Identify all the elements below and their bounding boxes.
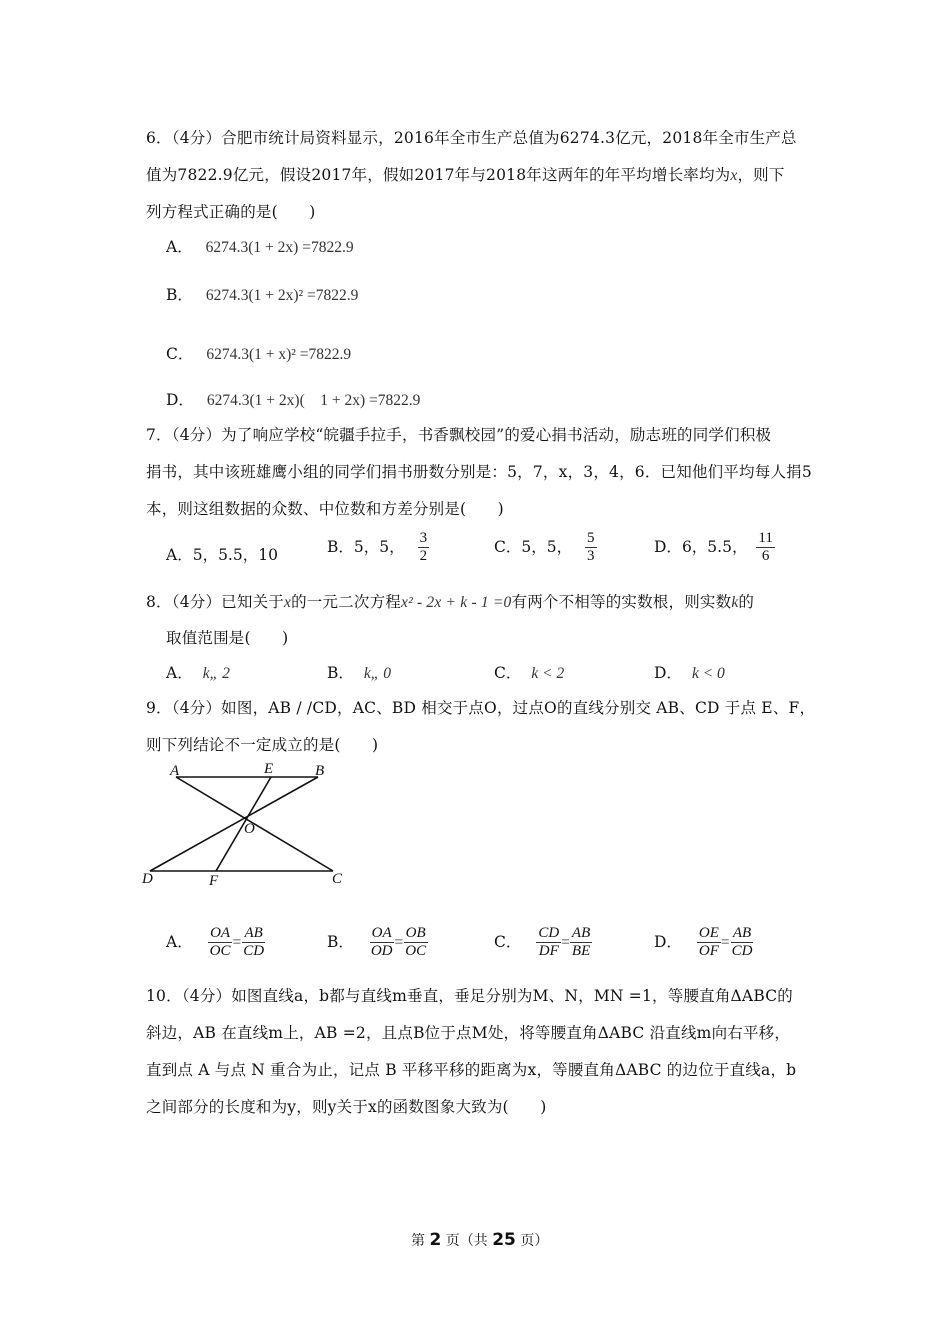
q10-line3: 直到点 A 与点 N 重合为止，记点 B 平移平移的距离为x，等腰直角ΔABC 的边位于直线a，b [146, 1061, 797, 1079]
option-expr: k < 0 [691, 665, 725, 682]
fraction-left: $\frac{OA}{OD}$ [370, 925, 393, 960]
q8-text-a: 8．（4分）已知关于 [146, 593, 284, 611]
q8-option-d[interactable] [654, 661, 725, 683]
fraction: $\frac{3}{2}$ [419, 530, 428, 565]
q7-line3: 本，则这组数据的众数、中位数和方差分别是( ) [146, 500, 504, 518]
q9-line1: 9．（4分）如图，AB / /CD，AC、BD 相交于点O，过点O的直线分别交 AB、CD 于点 E、F， [146, 699, 816, 717]
label-a: A [170, 763, 180, 779]
q6-var-x: x [730, 167, 738, 184]
q6-option-d[interactable] [166, 388, 420, 410]
q8-equation: x² - 2x + k - 1 =0 [400, 594, 512, 611]
q7-line2: 捐书，其中该班雄鹰小组的同学们捐书册数分别是：5，7，x，3，4，6．已知他们平均每人捐5 [146, 463, 812, 481]
q8-var-x: x [283, 594, 292, 611]
q8-text-d: 的 [738, 593, 755, 611]
page-total: 25 [492, 1230, 516, 1250]
option-label: A． [166, 238, 193, 256]
q6-line2-text: 值为7822.9亿元，假设2017年，假如2017年与2018年这两年的年平均增长率均为 [146, 166, 731, 184]
q8-text-b: 的一元二次方程 [291, 593, 401, 611]
option-expr: k„ 0 [363, 665, 392, 682]
q8-text-c: 有两个不相等的实数根，则实数 [511, 593, 732, 611]
fraction-right: $\frac{AB}{BE}$ [571, 925, 591, 960]
q8-option-a[interactable] [166, 661, 230, 683]
option-text: 6，5.5， [681, 537, 748, 556]
q6-line3: 列方程式正确的是( ) [146, 203, 316, 221]
q9-option-d[interactable]: D． $\frac{OE}{OF}$ = $\frac{AB}{CD}$ [654, 925, 753, 960]
option-label: A． [166, 546, 193, 564]
q10-line2: 斜边，AB 在直线m上，AB =2，且点B位于点M处，将等腰直角ΔABC 沿直线m向右平移， [146, 1024, 791, 1042]
q8-option-b[interactable] [327, 661, 391, 683]
q10-line4: 之间部分的长度和为y，则y关于x的函数图象大致为( ) [146, 1098, 547, 1116]
q10-line1: 10．（4分）如图直线a，b都与直线m垂直，垂足分别为M、N，MN =1，等腰直角ΔABC的 [146, 987, 793, 1005]
q7-line1: 7．（4分）为了响应学校“皖疆手拉手，书香飘校园”的爱心捐书活动，励志班的同学们积极 [146, 426, 772, 444]
label-b: B [315, 763, 325, 779]
q8-option-c[interactable] [494, 661, 564, 683]
fraction-left: $\frac{CD}{DF}$ [538, 925, 560, 960]
q8-var-k: k [731, 594, 739, 611]
fraction-left: $\frac{OE}{OF}$ [698, 925, 719, 960]
option-expr: 6274.3(1 + 2x) =7822.9 [205, 239, 354, 256]
fraction-left: $\frac{OA}{OC}$ [209, 925, 231, 960]
segment-bd [150, 777, 318, 871]
label-o: O [244, 821, 255, 837]
q8-line1 [146, 590, 754, 612]
option-label: B． [327, 664, 354, 682]
option-label: C． [166, 345, 194, 363]
q9-option-a[interactable]: A． $\frac{OA}{OC}$ = $\frac{AB}{CD}$ [166, 925, 265, 960]
q9-line2: 则下列结论不一定成立的是( ) [146, 736, 379, 754]
fraction: $\frac{11}{6}$ [758, 530, 773, 565]
option-text: 5，5， [521, 537, 573, 556]
fraction-right: $\frac{OB}{OC}$ [405, 925, 427, 960]
option-label: D． [654, 932, 682, 951]
q9-option-b[interactable]: B． $\frac{OA}{OD}$ = $\frac{OB}{OC}$ [327, 925, 427, 960]
label-d: D [142, 871, 153, 887]
fraction: $\frac{5}{3}$ [587, 530, 595, 565]
q6-option-b[interactable] [166, 283, 358, 305]
option-text: 5，5， [353, 537, 405, 556]
option-label: B． [327, 932, 354, 951]
label-c: C [332, 871, 343, 887]
q6-option-a[interactable] [166, 235, 354, 257]
label-f: F [209, 873, 219, 889]
option-label: C． [494, 932, 522, 951]
label-e: E [264, 761, 274, 777]
q7-option-d[interactable] [654, 530, 775, 566]
page-footer: 第 2 页（共 25 页） [411, 1230, 549, 1250]
q8-line2: 取值范围是( ) [166, 629, 289, 647]
option-text: 5，5.5，10 [192, 546, 278, 564]
page-number: 2 [429, 1230, 442, 1250]
q6-line2-end: ，则下 [737, 166, 785, 184]
option-expr: 6274.3(1 + x)² =7822.9 [206, 346, 352, 363]
option-label: A． [166, 664, 193, 682]
q7-option-b[interactable] [327, 530, 429, 566]
option-label: C． [494, 664, 522, 682]
option-label: D． [654, 537, 682, 556]
option-expr: k < 2 [531, 665, 565, 682]
option-label: A． [166, 932, 193, 951]
q9-option-c[interactable]: C． $\frac{CD}{DF}$ = $\frac{AB}{BE}$ [494, 925, 591, 960]
fraction-right: $\frac{AB}{CD}$ [243, 925, 265, 960]
q6-option-c[interactable] [166, 342, 351, 364]
fraction-right: $\frac{AB}{CD}$ [731, 925, 753, 960]
q6-line2 [146, 163, 785, 185]
option-label: D． [654, 664, 682, 682]
option-label: C． [494, 537, 522, 556]
q7-option-a[interactable] [166, 543, 278, 565]
q9-geometry-figure [138, 755, 358, 890]
option-label: D． [166, 391, 194, 409]
q6-line1: 6．（4分）合肥市统计局资料显示，2016年全市生产总值为6274.3亿元，2018年全市生产总 [146, 129, 797, 147]
q7-option-c[interactable] [494, 530, 597, 566]
option-label: B． [166, 286, 193, 304]
option-label: B． [327, 537, 354, 556]
option-expr: 6274.3(1 + 2x)² =7822.9 [205, 287, 359, 304]
option-expr: 6274.3(1 + 2x)( 1 + 2x) =7822.9 [206, 392, 421, 409]
option-expr: k„ 2 [202, 665, 230, 682]
